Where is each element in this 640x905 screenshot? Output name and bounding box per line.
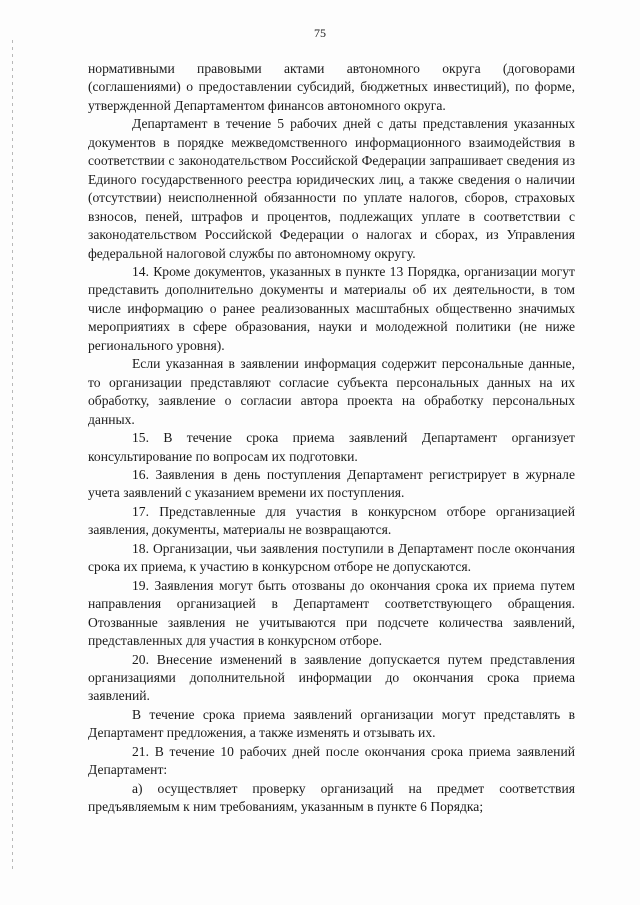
paragraph-continuation: нормативными правовыми актами автономного округа (договорами (соглашениями) о предоставлении субсидий, бюджетных инвестиций), по форме, утвержденной Департаментом финансов автономного округа. xyxy=(88,61,575,113)
paragraph-15: 15. В течение срока приема заявлений Департамент организует консультирование по вопросам их подготовки. xyxy=(88,430,575,464)
paragraph-17: 17. Представленные для участия в конкурсном отборе организацией заявления, документы, материалы не возвращаются. xyxy=(88,503,575,538)
paragraph-21: 21. В течение 10 рабочих дней после окончания срока приема заявлений Департамент: xyxy=(88,743,575,778)
paragraph-proposals: В течение срока приема заявлений организации могут представлять в Департамент предложения, а также изменять и отзывать их. xyxy=(88,706,575,741)
paragraph-14: 14. Кроме документов, указанных в пункте 13 Порядка, организации могут представить дополнительно документы и материалы об их деятельности, в том числе информацию о ранее реализованных масштабных общественно значимых мероприятиях в сфере образования, науки и молодежной политики (не ниже регионального уровня). xyxy=(88,263,575,353)
paragraph-16: 16. Заявления в день поступления Департамент регистрирует в журнале учета заявлений с указанием времени их поступления. xyxy=(88,466,575,501)
paragraph-21-a: а) осуществляет проверку организаций на предмет соответствия предъявляемым к ним требованиям, указанным в пункте 6 Порядка; xyxy=(88,780,575,815)
page-number: 75 xyxy=(314,26,326,40)
paragraph-19: 19. Заявления могут быть отозваны до окончания срока их приема путем направления организацией в Департамент соответствующего обращения. Отозванные заявления не учитываются при подсчете количества заявлений, представленных для участия в конкурсном отборе. xyxy=(88,577,575,649)
paragraph-18: 18. Организации, чьи заявления поступили в Департамент после окончания срока их приема, к участию в конкурсном отборе не допускаются. xyxy=(88,540,575,575)
document-body xyxy=(88,60,575,817)
paragraph-20: 20. Внесение изменений в заявление допускается путем представления организациями дополнительной информации до окончания срока приема заявлений. xyxy=(88,651,575,704)
scan-edge-line xyxy=(12,40,13,870)
paragraph-personal-data: Если указанная в заявлении информация содержит персональные данные, то организации представляют согласие субъекта персональных данных на их обработку, заявление о согласии автора проекта на обработку персональных данных. xyxy=(88,356,575,427)
paragraph-department-request: Департамент в течение 5 рабочих дней с даты представления указанных документов в порядке межведомственного информационного взаимодействия в соответствии с законодательством Российской Федерации запрашивает сведения из Единого государственного реестра юридических лиц, а также сведения о наличии (отсутствии) неисполненной обязанности по уплате налогов, сборов, страховых взносов, пеней, штрафов и процентов, подлежащих уплате в соответствии с законодательством Российской Федерации о налогах и сборах, из Управления федеральной налоговой службы по автономному округу. xyxy=(88,116,575,261)
